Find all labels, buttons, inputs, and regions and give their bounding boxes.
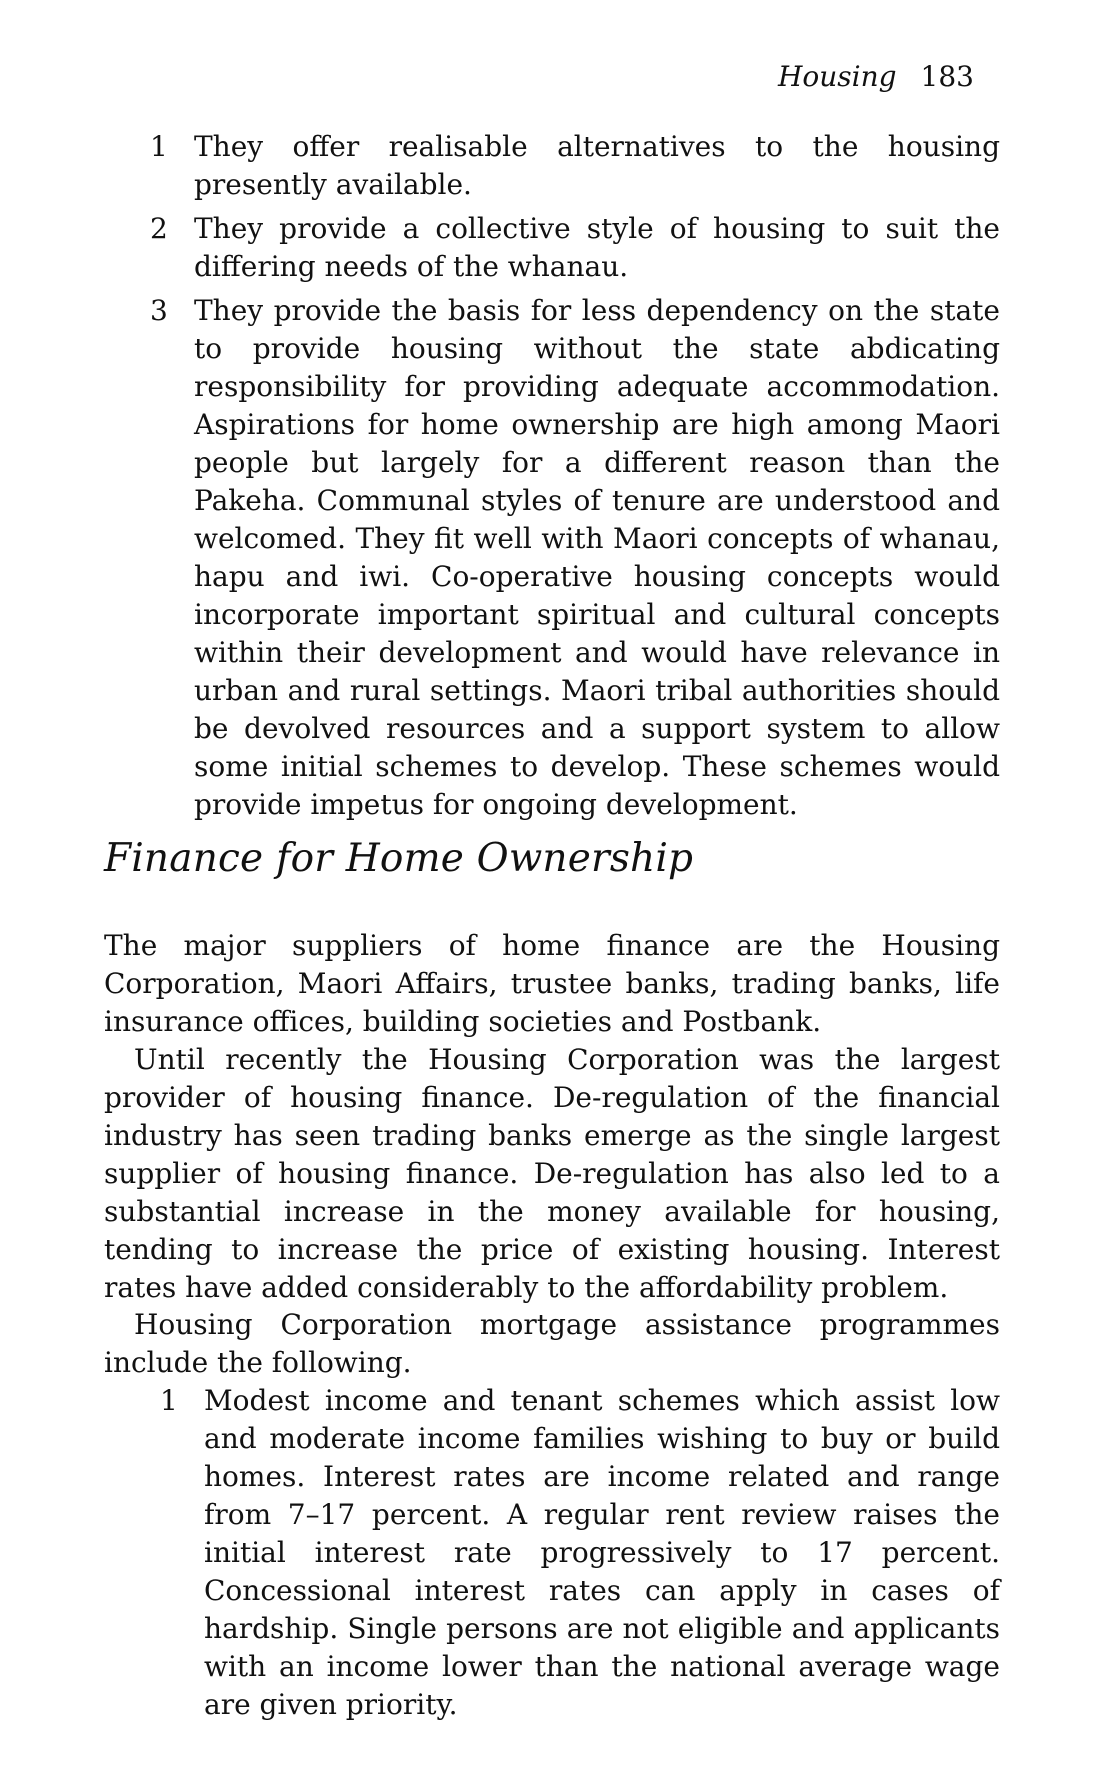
list-item: [150, 210, 1000, 286]
numbered-list-bottom: [160, 1382, 1000, 1730]
numbered-list-top: [150, 128, 1000, 830]
list-item-text: Modest income and tenant schemes which assist low and moderate income families wishing to buy or build homes. Interest rates are income related and range from 7–17 percent. A regular rent review raises the initial interest rate progressively to 17 percent. Concessional interest rates can apply in cases of hardship. Single persons are not eligible and applicants with an income lower than the national average wage are given priority.: [204, 1384, 1000, 1721]
list-item: [160, 1382, 1000, 1724]
paragraph-programmes-intro: Housing Corporation mortgage assistance programmes include the following.: [104, 1308, 1000, 1379]
list-item: [150, 292, 1000, 824]
running-head: [778, 60, 974, 93]
list-item-text: They offer realisable alternatives to the housing presently available.: [194, 130, 1000, 201]
section-heading: Finance for Home Ownership: [104, 836, 694, 881]
list-item-text: They provide the basis for less dependency on the state to provide housing without the state abdicating responsibility for providing adequate accommodation. Aspirations for home ownership are high among Maori people but largely for a different reason than the Pakeha. Communal styles of tenure are understood and welcomed. They fit well with Maori concepts of whanau, hapu and iwi. Co-operative housing concepts would incorporate important spiritual and cultural concepts within their development and would have relevance in urban and rural settings. Maori tribal authorities should be devolved resources and a support system to allow some initial schemes to develop. These schemes would provide impetus for ongoing development.: [194, 294, 1000, 821]
list-item-text: They provide a collective style of housing to suit the differing needs of the whanau.: [194, 212, 1000, 283]
list-item-number: 1: [150, 130, 168, 163]
running-head-section: Housing: [777, 60, 897, 93]
list-item-number: 2: [150, 212, 168, 245]
paragraph-suppliers: The major suppliers of home finance are the Housing Corporation, Maori Affairs, trustee banks, trading banks, life insurance offices, building societies and Postbank.: [104, 929, 1000, 1038]
page-number: 183: [920, 60, 974, 93]
list-item-number: 1: [160, 1384, 178, 1417]
paragraph-deregulation: Until recently the Housing Corporation was the largest provider of housing finance. De-regulation of the financial industry has seen trading banks emerge as the single largest supplier of housing finance. De-regulation has also led to a substantial increase in the money available for housing, tending to increase the price of existing housing. Interest rates have added considerably to the affordability problem.: [104, 1043, 1000, 1304]
list-item: [150, 128, 1000, 204]
list-item-number: 3: [150, 294, 168, 327]
